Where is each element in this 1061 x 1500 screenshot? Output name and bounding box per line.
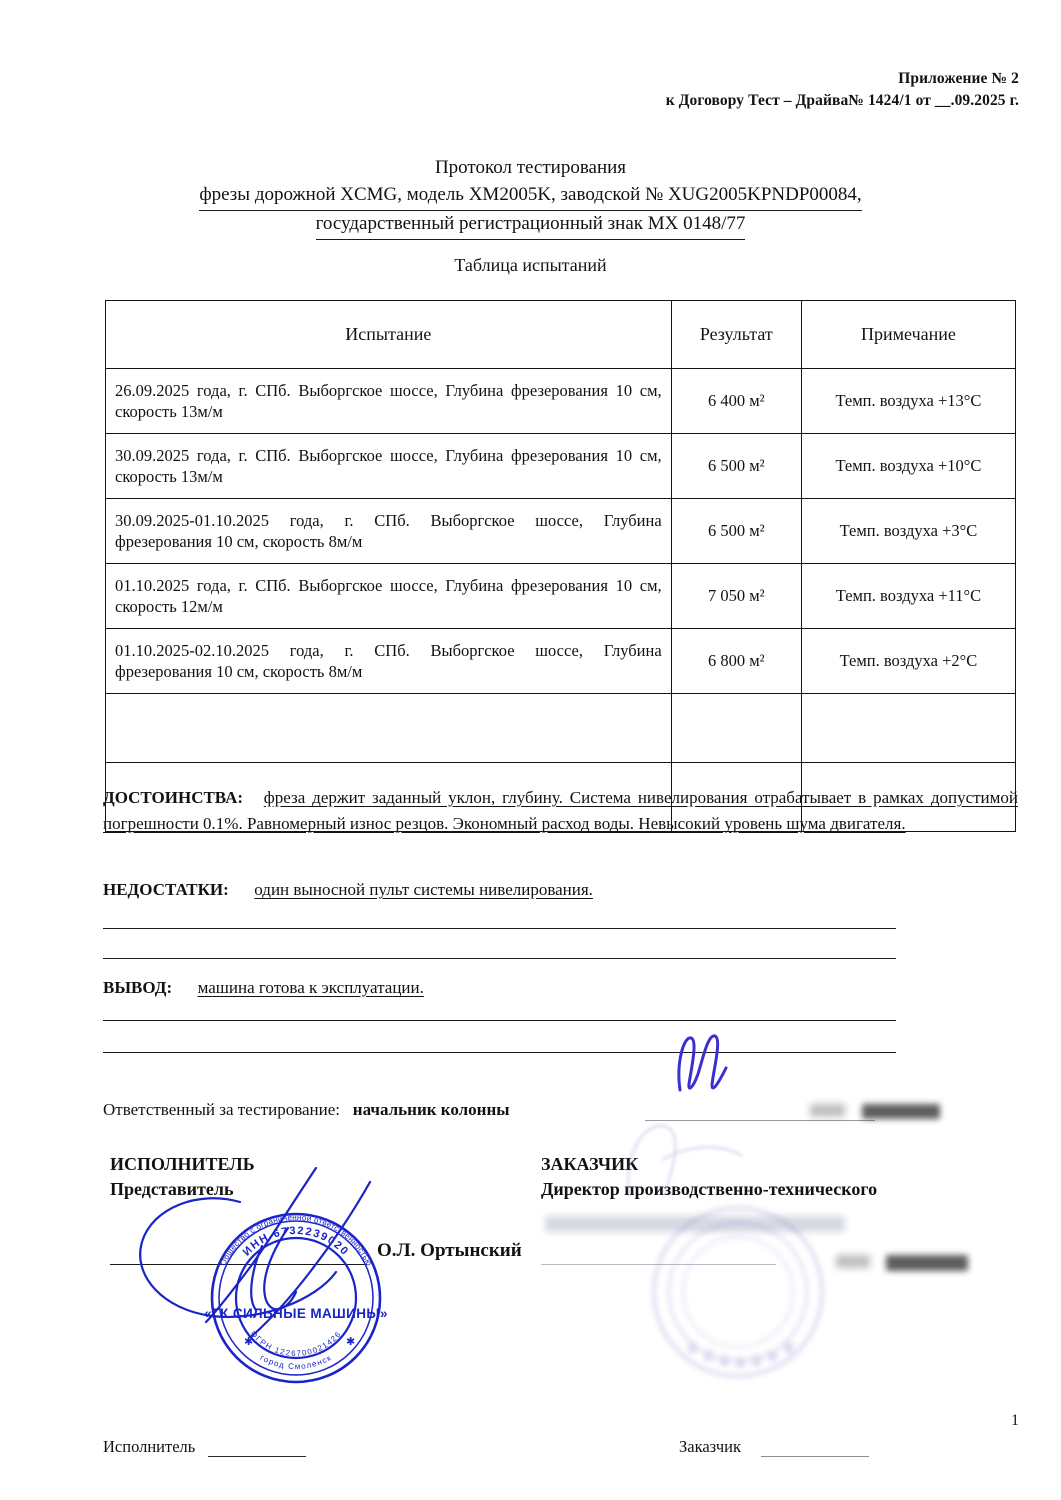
footer-customer-rule xyxy=(761,1456,869,1457)
customer-role-line-1: Директор производственно-технического xyxy=(541,1179,878,1200)
conclusion-section xyxy=(103,978,1018,998)
blank-rule-2 xyxy=(103,958,896,959)
svg-text:✱: ✱ xyxy=(244,1336,254,1348)
customer-signature-block xyxy=(541,1152,1011,1202)
conclusion-text: машина готова к эксплуатации. xyxy=(197,978,424,997)
footer-customer-label: Заказчик xyxy=(679,1437,742,1456)
disadvantages-text: один выносной пульт системы нивелирования. xyxy=(254,880,593,899)
svg-text:Общество с ограниченной ответс: Общество с ограниченной ответственностью xyxy=(218,1212,374,1268)
advantages-section xyxy=(103,785,1018,837)
footer-performer-label: Исполнитель xyxy=(103,1437,196,1456)
customer-role-line-2-redacted xyxy=(545,1216,845,1232)
table-row xyxy=(106,434,1016,499)
table-row xyxy=(106,564,1016,629)
responsible-signature-rule xyxy=(645,1120,875,1121)
responsible-name-redacted xyxy=(862,1104,940,1119)
cell-result: 7 050 м² xyxy=(671,564,801,629)
page-number: 1 xyxy=(1011,1412,1019,1429)
cell-test xyxy=(106,694,672,763)
cell-note: Темп. воздуха +11°С xyxy=(801,564,1015,629)
cell-test: 26.09.2025 года, г. СПб. Выборгское шоссе, Глубина фрезерования 10 см, скорость 13м/м xyxy=(106,369,672,434)
disadvantages-label: НЕДОСТАТКИ: xyxy=(103,880,229,899)
tests-table-wrapper xyxy=(105,300,1016,832)
cell-test: 01.10.2025-02.10.2025 года, г. СПб. Выборгское шоссе, Глубина фрезерования 10 см, скорость 8м/м xyxy=(106,629,672,694)
title-line-2: фрезы дорожной XCMG, модель XM2005K, заводской № XUG2005KPNDP00084, xyxy=(199,182,861,211)
handwritten-signature-top xyxy=(660,1022,780,1097)
customer-heading: ЗАКАЗЧИК xyxy=(541,1154,639,1174)
table-row-empty xyxy=(106,694,1016,763)
blank-rule-4 xyxy=(103,1052,896,1053)
performer-name: О.Л. Ортынский xyxy=(377,1240,522,1261)
responsible-role: начальник колонны xyxy=(352,1100,510,1119)
document-title xyxy=(0,155,1061,240)
svg-text:ИНН 6732239020: ИНН 6732239020 xyxy=(240,1224,352,1259)
responsible-initials-redacted xyxy=(810,1104,845,1117)
customer-name-redacted xyxy=(886,1255,968,1271)
blank-rule-3 xyxy=(103,1020,896,1021)
svg-text:город Смоленск: город Смоленск xyxy=(258,1352,334,1372)
cell-result: 6 800 м² xyxy=(671,629,801,694)
svg-text:ОГРН 1226700021426: ОГРН 1226700021426 xyxy=(248,1329,344,1359)
performer-signature-block xyxy=(110,1152,255,1202)
column-header-test: Испытание xyxy=(106,301,672,369)
disadvantages-section xyxy=(103,880,1018,900)
conclusion-label: ВЫВОД: xyxy=(103,978,173,997)
table-row xyxy=(106,499,1016,564)
svg-text:«ГК СИЛЬНЫЕ МАШИНЫ»: «ГК СИЛЬНЫЕ МАШИНЫ» xyxy=(204,1306,388,1321)
cell-test: 30.09.2025 года, г. СПб. Выборгское шоссе, Глубина фрезерования 10 см, скорость 13м/м xyxy=(106,434,672,499)
customer-signature-rule xyxy=(541,1264,776,1265)
company-stamp xyxy=(188,1193,403,1388)
cell-result: 6 400 м² xyxy=(671,369,801,434)
cell-test: 30.09.2025-01.10.2025 года, г. СПб. Выборгское шоссе, Глубина фрезерования 10 см, скорость 8м/м xyxy=(106,499,672,564)
header-line-1: Приложение № 2 xyxy=(898,70,1019,87)
cell-note: Темп. воздуха +10°С xyxy=(801,434,1015,499)
document-header xyxy=(666,68,1019,113)
cell-test: 01.10.2025 года, г. СПб. Выборгское шоссе, Глубина фрезерования 10 см, скорость 12м/м xyxy=(106,564,672,629)
title-line-3: государственный регистрационный знак МХ 0148/77 xyxy=(316,211,746,240)
cell-result: 6 500 м² xyxy=(671,499,801,564)
title-line-1: Протокол тестирования xyxy=(434,157,627,178)
table-body xyxy=(106,369,1016,832)
cell-note: Темп. воздуха +3°С xyxy=(801,499,1015,564)
footer-performer-rule xyxy=(208,1456,306,1457)
responsible-line xyxy=(103,1100,510,1120)
cell-result xyxy=(671,694,801,763)
cell-result: 6 500 м² xyxy=(671,434,801,499)
column-header-note: Примечание xyxy=(801,301,1015,369)
table-row xyxy=(106,629,1016,694)
cell-note: Темп. воздуха +13°С xyxy=(801,369,1015,434)
performer-role: Представитель xyxy=(110,1179,234,1200)
advantages-label: ДОСТОИНСТВА: xyxy=(103,788,244,807)
performer-signature-rule xyxy=(110,1264,367,1265)
performer-heading: ИСПОЛНИТЕЛЬ xyxy=(110,1154,255,1174)
advantages-text: фреза держит заданный уклон, глубину. Система нивелирования отрабатывает в рамках допустимой погрешности 0.1%. Равномерный износ резцов. Экономный расход воды. Невысокий уровень шума двигателя. xyxy=(103,788,1018,833)
cell-note xyxy=(801,694,1015,763)
customer-initials-redacted xyxy=(836,1255,870,1268)
blank-rule-1 xyxy=(103,928,896,929)
table-row xyxy=(106,369,1016,434)
tests-table xyxy=(105,300,1016,832)
column-header-result: Результат xyxy=(671,301,801,369)
svg-text:✱: ✱ xyxy=(346,1336,356,1348)
table-header-row xyxy=(106,301,1016,369)
cell-note: Темп. воздуха +2°С xyxy=(801,629,1015,694)
responsible-label: Ответственный за тестирование: xyxy=(103,1100,341,1119)
header-line-2: к Договору Тест – Драйва№ 1424/1 от __.09.2025 г. xyxy=(665,92,1019,110)
table-caption: Таблица испытаний xyxy=(454,255,607,275)
